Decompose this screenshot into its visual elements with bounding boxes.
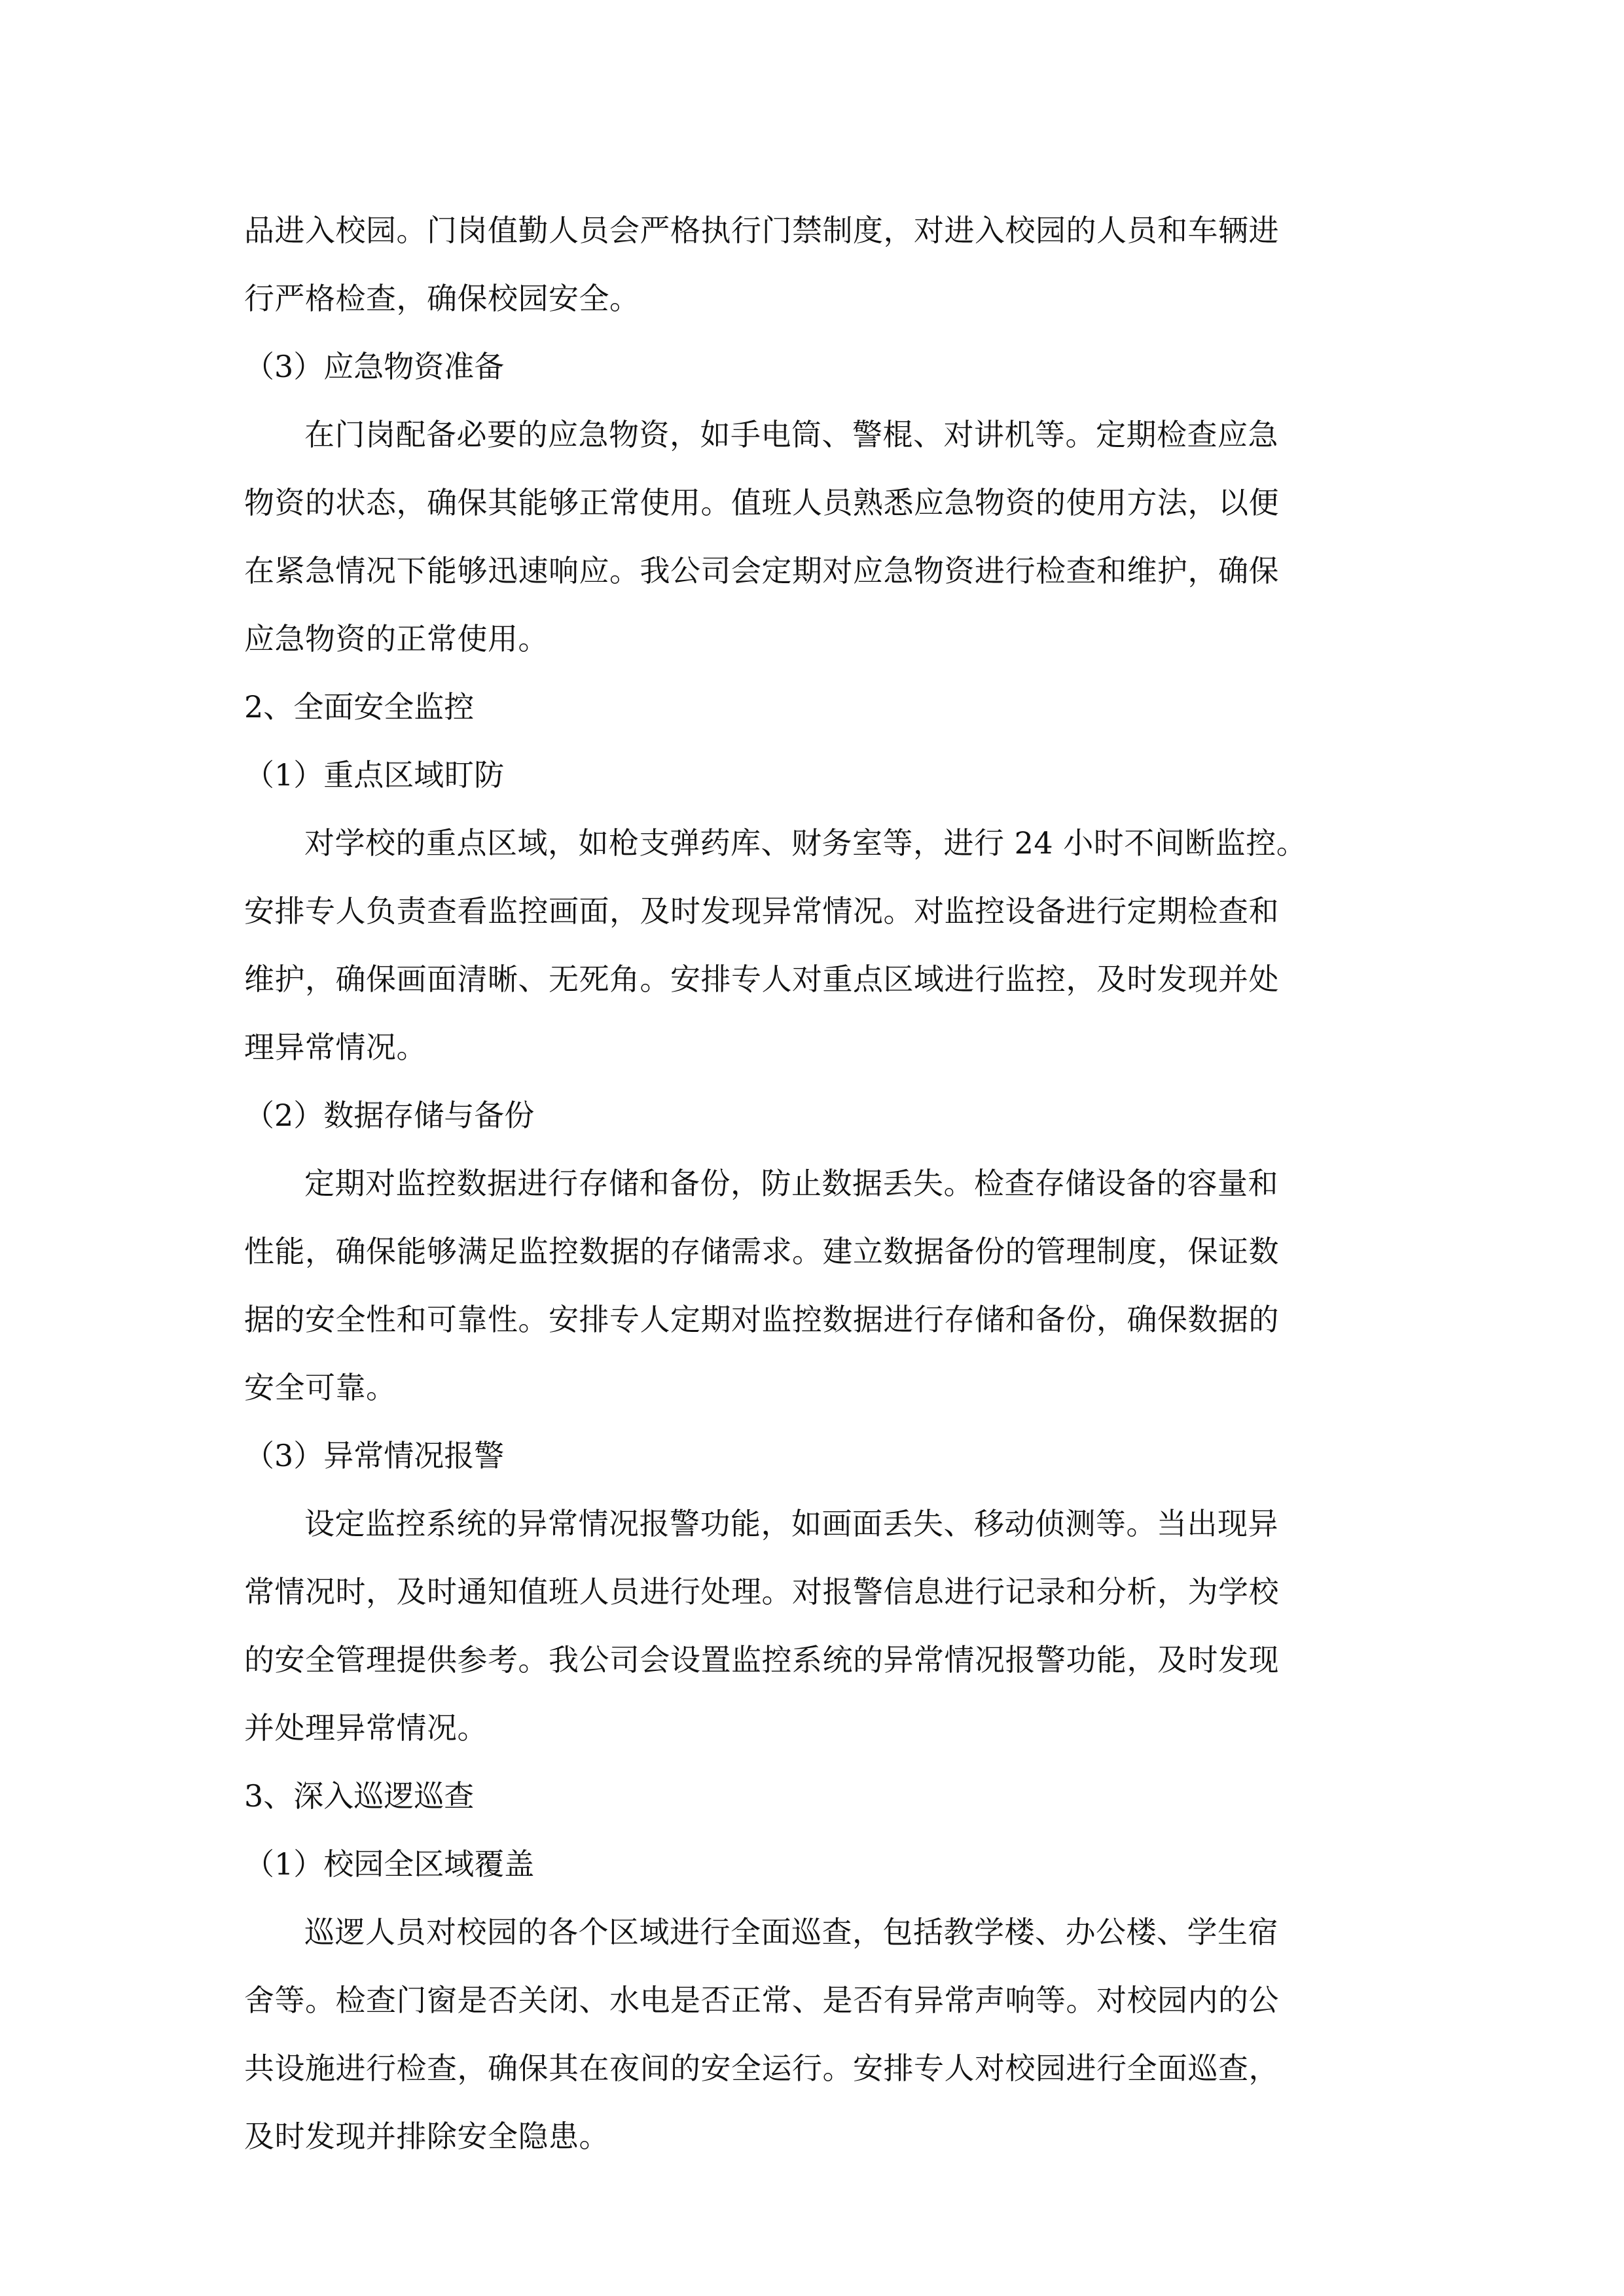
section-heading-campus-coverage: （1）校园全区域覆盖 xyxy=(244,1846,535,1882)
text-line: 品进入校园。门岗值勤人员会严格执行门禁制度，对进入校园的人员和车辆进 xyxy=(244,213,1279,248)
text-line: 常情况时，及时通知值班人员进行处理。对报警信息进行记录和分析，为学校 xyxy=(244,1574,1279,1609)
text-line: 应急物资的正常使用。 xyxy=(244,621,549,656)
section-heading-emergency-supplies: （3）应急物资准备 xyxy=(244,349,505,384)
text-line: 舍等。检查门窗是否关闭、水电是否正常、是否有异常声响等。对校园内的公 xyxy=(244,1982,1279,2018)
section-heading-security-monitoring: 2、全面安全监控 xyxy=(244,689,475,725)
text-line: 及时发现并排除安全隐患。 xyxy=(244,2119,609,2154)
text-line: 共设施进行检查，确保其在夜间的安全运行。安排专人对校园进行全面巡查， xyxy=(244,2051,1279,2086)
text-line: 物资的状态，确保其能够正常使用。值班人员熟悉应急物资的使用方法，以便 xyxy=(244,485,1279,520)
section-heading-key-areas: （1）重点区域盯防 xyxy=(244,757,505,793)
text-line: 据的安全性和可靠性。安排专人定期对监控数据进行存储和备份，确保数据的 xyxy=(244,1302,1279,1337)
text-line: 巡逻人员对校园的各个区域进行全面巡查，包括教学楼、办公楼、学生宿 xyxy=(304,1914,1278,1950)
text-line: 设定监控系统的异常情况报警功能，如画面丢失、移动侦测等。当出现异 xyxy=(304,1506,1278,1541)
document-body xyxy=(244,196,1380,2170)
text-line: 维护，确保画面清晰、无死角。安排专人对重点区域进行监控，及时发现并处 xyxy=(244,961,1279,997)
text-line: 理异常情况。 xyxy=(244,1030,427,1065)
text-line: 安全可靠。 xyxy=(244,1370,397,1405)
text-line: 在门岗配备必要的应急物资，如手电筒、警棍、对讲机等。定期检查应急 xyxy=(304,417,1278,452)
text-line: 安排专人负责查看监控画面，及时发现异常情况。对监控设备进行定期检查和 xyxy=(244,893,1279,929)
text-line: 定期对监控数据进行存储和备份，防止数据丢失。检查存储设备的容量和 xyxy=(304,1166,1278,1201)
section-heading-alarm: （3）异常情况报警 xyxy=(244,1438,505,1473)
text-line: 的安全管理提供参考。我公司会设置监控系统的异常情况报警功能，及时发现 xyxy=(244,1642,1279,1677)
text-line: 对学校的重点区域，如枪支弹药库、财务室等，进行 24 小时不间断监控。 xyxy=(304,825,1307,861)
text-line: 在紧急情况下能够迅速响应。我公司会定期对应急物资进行检查和维护，确保 xyxy=(244,553,1279,588)
section-heading-patrol: 3、深入巡逻巡查 xyxy=(244,1778,475,1814)
text-line: 性能，确保能够满足监控数据的存储需求。建立数据备份的管理制度，保证数 xyxy=(244,1234,1279,1269)
text-line: 行严格检查，确保校园安全。 xyxy=(244,281,640,316)
text-line: 并处理异常情况。 xyxy=(244,1710,488,1746)
section-heading-data-backup: （2）数据存储与备份 xyxy=(244,1098,535,1133)
